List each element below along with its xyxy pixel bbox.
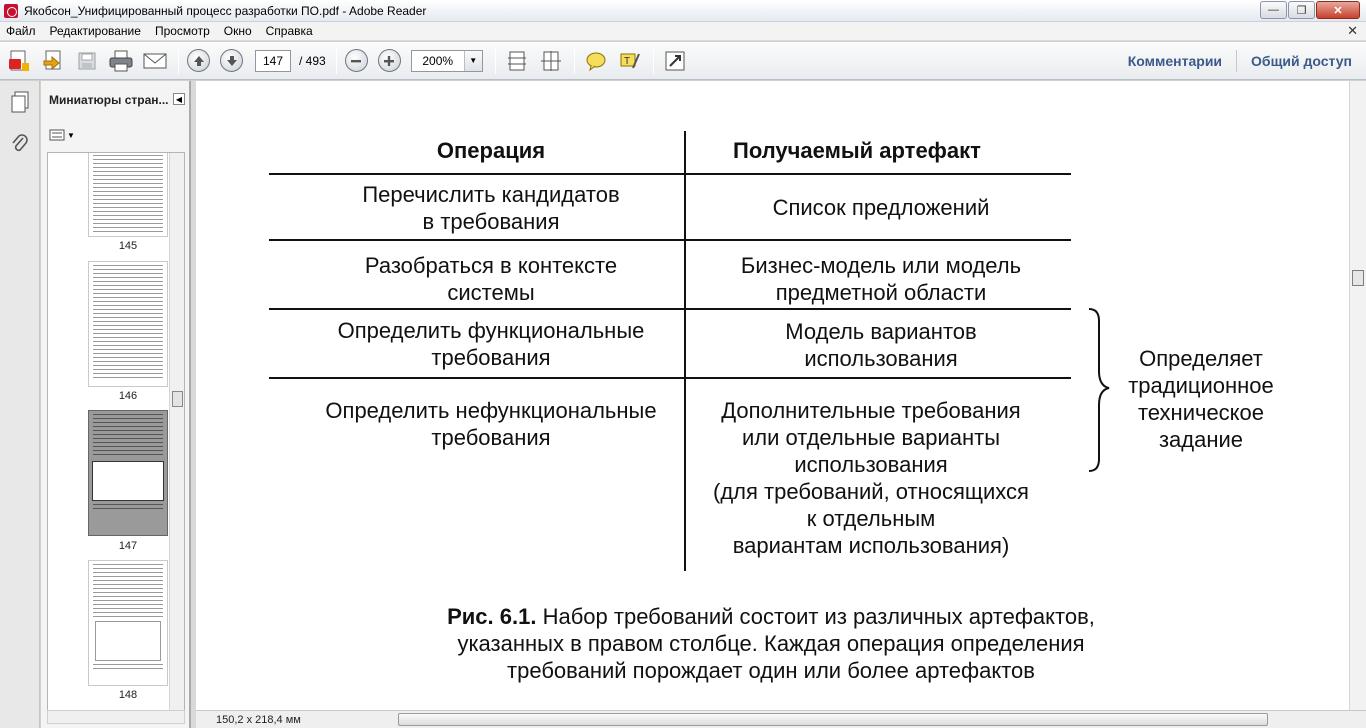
thumbnail-options-button[interactable] — [49, 127, 79, 143]
page-size-readout: 150,2 x 218,4 мм — [216, 713, 301, 726]
row-3-operation — [286, 317, 696, 371]
save-icon[interactable] — [74, 48, 100, 74]
close-button[interactable]: ✕ — [1316, 1, 1360, 19]
chevron-down-icon[interactable]: ▼ — [464, 51, 482, 71]
toolbar — [0, 42, 1366, 80]
thumbnail-page[interactable] — [88, 152, 168, 237]
attachments-icon[interactable] — [8, 131, 32, 157]
zoom-value: 200% — [422, 53, 454, 68]
restore-button[interactable]: ❐ — [1288, 1, 1315, 19]
row-1-artifact: Список предложений — [772, 195, 990, 220]
column-header-operation: Операция — [436, 138, 546, 163]
comments-button[interactable]: Комментарии — [1127, 53, 1223, 69]
thumbnail-label: 147 — [118, 540, 138, 552]
zoom-in-button[interactable] — [378, 49, 401, 72]
print-icon[interactable] — [108, 48, 134, 74]
minimize-button[interactable]: — — [1260, 1, 1287, 19]
zoom-out-button[interactable] — [345, 49, 368, 72]
fit-page-icon[interactable] — [504, 48, 530, 74]
document-view — [196, 81, 1349, 710]
create-pdf-icon[interactable] — [6, 48, 32, 74]
brace-annotation-line3: техническое — [1137, 400, 1265, 425]
thumbnails-panel-title: Миниатюры стран... — [49, 93, 169, 107]
scrollbar-thumb[interactable] — [1352, 270, 1364, 286]
previous-page-button[interactable] — [187, 49, 210, 72]
sticky-note-icon[interactable] — [583, 48, 609, 74]
thumbnail-scrollbar[interactable] — [169, 153, 184, 712]
adobe-reader-icon — [4, 4, 18, 18]
caption-figure-number: Рис. 6.1. — [447, 604, 537, 629]
page-thumbnails-icon[interactable] — [8, 89, 32, 115]
row-4-artifact-line1: Дополнительные требования — [721, 398, 1021, 423]
toolbar-separator — [178, 48, 179, 74]
page-number-input[interactable]: 147 — [255, 50, 291, 72]
window-title: Якобсон_Унифицированный процесс разработки ПО.pdf - Adobe Reader — [24, 3, 427, 18]
chevron-down-icon: ▼ — [67, 130, 75, 140]
toolbar-separator — [495, 48, 496, 74]
menu-file[interactable]: Файл — [6, 24, 36, 38]
row-2-artifact-line1: Бизнес-модель или модель — [740, 253, 1022, 278]
row-2-operation-line2: системы — [447, 280, 535, 305]
brace-annotation-line4: задание — [1158, 427, 1244, 452]
highlight-text-icon[interactable] — [617, 48, 643, 74]
row-3-artifact — [691, 318, 1071, 372]
close-document-icon[interactable]: ✕ — [1347, 23, 1358, 38]
thumbnail-page[interactable] — [88, 261, 168, 387]
email-icon[interactable] — [142, 48, 168, 74]
caption-line1: Набор требований состоит из различных артефактов, — [542, 604, 1095, 629]
figure-caption — [386, 603, 1156, 684]
row-4-operation-line1: Определить нефункциональные — [325, 398, 657, 423]
brace-annotation-line1: Определяет — [1139, 346, 1263, 371]
row-4-artifact-line2: или отдельные варианты — [741, 425, 1001, 450]
row-1-operation-line1: Перечислить кандидатов — [362, 182, 620, 207]
toolbar-right — [1128, 42, 1352, 80]
thumbnail-label: 145 — [118, 240, 138, 252]
fit-width-icon[interactable] — [538, 48, 564, 74]
scrollbar-thumb[interactable] — [172, 391, 183, 407]
next-page-button[interactable] — [220, 49, 243, 72]
row-4-artifact-line3: использования — [794, 452, 948, 477]
row-4-artifact — [676, 397, 1066, 559]
status-bar — [196, 710, 1366, 728]
svg-text:T: T — [623, 55, 630, 67]
row-3-operation-line2: требования — [431, 345, 551, 370]
menu-view[interactable]: Просмотр — [154, 24, 210, 38]
thumbnail-label: 148 — [118, 689, 138, 701]
row-2-operation-line1: Разобраться в контексте — [364, 253, 618, 278]
thumbnail-label: 146 — [118, 390, 138, 402]
row-3-artifact-line1: Модель вариантов — [785, 319, 977, 344]
row-1-operation-line2: в требования — [422, 209, 560, 234]
title-bar — [0, 0, 1366, 22]
brace-annotation — [1106, 345, 1296, 453]
caption-line3: требований порождает один или более артефактов — [507, 658, 1035, 683]
row-2-artifact-line2: предметной области — [775, 280, 987, 305]
navigation-rail — [0, 81, 40, 728]
row-4-operation-line2: требования — [431, 425, 551, 450]
share-button[interactable]: Общий доступ — [1251, 53, 1352, 69]
column-header-artifact: Получаемый артефакт — [733, 138, 981, 163]
row-4-operation — [286, 397, 696, 451]
row-4-artifact-line6: вариантам использования) — [732, 533, 1010, 558]
window-controls — [1260, 1, 1360, 19]
menu-help[interactable]: Справка — [265, 24, 313, 38]
toolbar-separator — [653, 48, 654, 74]
caption-line2: указанных в правом столбце. Каждая операция определения — [457, 631, 1085, 656]
menu-bar — [0, 22, 1366, 41]
row-4-artifact-line4: (для требований, относящихся — [713, 479, 1029, 504]
brace-annotation-line2: традиционное — [1128, 373, 1274, 398]
page-total: / 493 — [299, 53, 326, 68]
thumbnail-page[interactable] — [88, 560, 168, 686]
row-4-artifact-line5: к отдельным — [806, 506, 936, 531]
toolbar-separator — [336, 48, 337, 74]
row-2-artifact — [691, 252, 1071, 306]
document-vertical-scrollbar[interactable] — [1349, 81, 1366, 710]
thumbnail-horizontal-scrollbar[interactable] — [47, 710, 185, 724]
row-3-operation-line1: Определить функциональные — [337, 318, 645, 343]
full-screen-icon[interactable] — [662, 48, 688, 74]
thumbnails-panel — [41, 81, 190, 728]
row-3-artifact-line2: использования — [804, 346, 958, 371]
document-horizontal-scrollbar[interactable] — [398, 713, 1268, 726]
toolbar-separator — [1236, 50, 1237, 72]
menu-edit[interactable]: Редактирование — [49, 24, 141, 38]
menu-window[interactable]: Окно — [223, 24, 252, 38]
collapse-panel-icon[interactable]: ◀ — [173, 93, 185, 105]
open-file-icon[interactable] — [40, 48, 66, 74]
row-2-operation — [286, 252, 696, 306]
zoom-select[interactable] — [411, 50, 483, 72]
thumbnail-list — [47, 152, 185, 713]
thumbnail-page-selected[interactable] — [88, 410, 168, 536]
toolbar-separator — [574, 48, 575, 74]
row-1-operation — [286, 181, 696, 235]
